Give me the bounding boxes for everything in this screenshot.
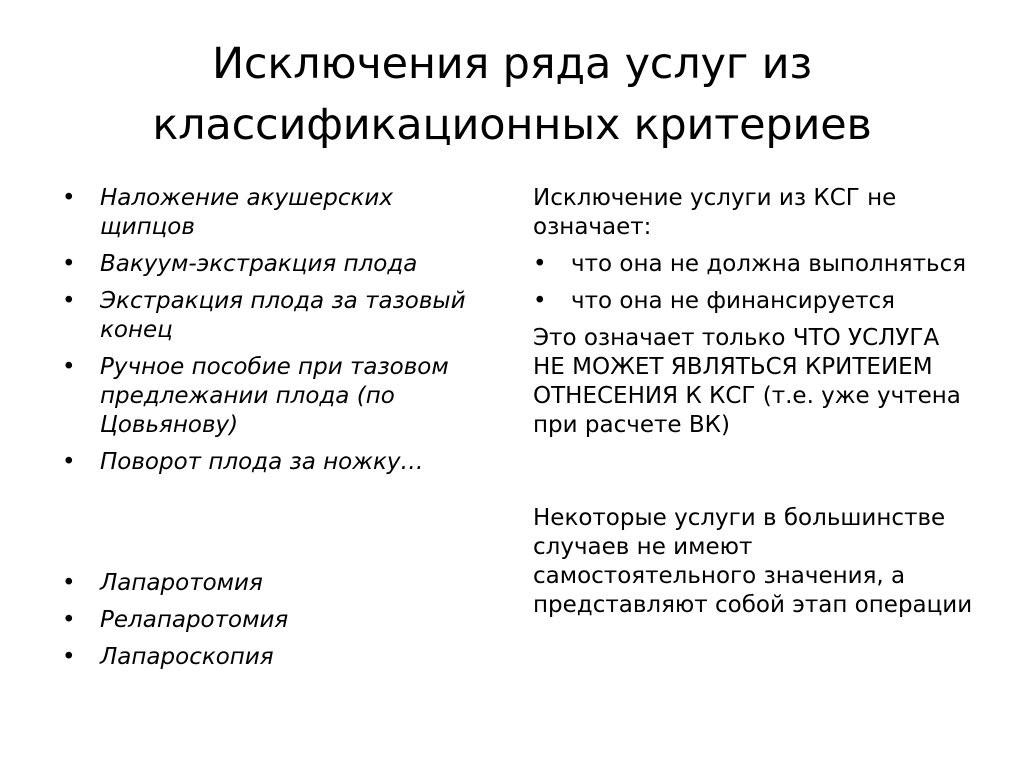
spacer [533, 448, 973, 504]
spacer [62, 485, 482, 569]
left-column [62, 184, 482, 680]
list-item-text: что она не должна выполняться [571, 251, 967, 277]
list-item-text: Экстракция плода за тазовый конец [100, 288, 466, 343]
statement-paragraph: Это означает только ЧТО УСЛУГА НЕ МОЖЕТ ЯВЛЯТЬСЯ КРИТЕИЕМ ОТНЕСЕНИЯ К КСГ (т.е. уже учтена при расчете ВК) [533, 325, 961, 438]
bullet-icon: • [62, 449, 76, 475]
list-item-text: Поворот плода за ножку… [100, 449, 424, 475]
list-item-text: Наложение акушерских щипцов [100, 185, 393, 240]
procedures-list-obstetric [62, 184, 482, 477]
list-item [533, 287, 973, 316]
note-paragraph: Некоторые услуги в большинстве случаев не имеют самостоятельного значения, а представляют собой этап операции [533, 505, 973, 618]
list-item-text: что она не финансируется [571, 288, 895, 314]
right-column [533, 184, 973, 628]
list-item [62, 184, 482, 242]
list-item [62, 287, 482, 345]
list-item-text: Ручное пособие при тазовом предлежании плода (по Цовьянову) [100, 354, 449, 438]
bullet-icon: • [62, 354, 76, 380]
list-item [62, 448, 482, 477]
bullet-icon: • [62, 570, 76, 596]
list-item [62, 569, 482, 598]
bullet-icon: • [533, 251, 547, 277]
slide-title-line-1: Исключения ряда услуг из [211, 39, 813, 89]
bullet-icon: • [62, 185, 76, 211]
slide-title [0, 34, 1024, 156]
bullet-icon: • [533, 288, 547, 314]
list-item [62, 250, 482, 279]
bullet-icon: • [62, 251, 76, 277]
list-item-text: Лапароскопия [100, 644, 274, 670]
list-item [62, 606, 482, 635]
bullet-icon: • [62, 288, 76, 314]
bullet-icon: • [62, 607, 76, 633]
list-item [62, 643, 482, 672]
slide-title-line-2: классификационных критериев [152, 100, 872, 150]
intro-paragraph: Исключение услуги из КСГ не означает: [533, 185, 897, 240]
meaning-list [533, 250, 973, 316]
bullet-icon: • [62, 644, 76, 670]
list-item-text: Лапаротомия [100, 570, 263, 596]
list-item-text: Вакуум-экстракция плода [100, 251, 418, 277]
list-item [62, 353, 482, 440]
procedures-list-surgical [62, 569, 482, 672]
list-item [533, 250, 973, 279]
list-item-text: Релапаротомия [100, 607, 289, 633]
